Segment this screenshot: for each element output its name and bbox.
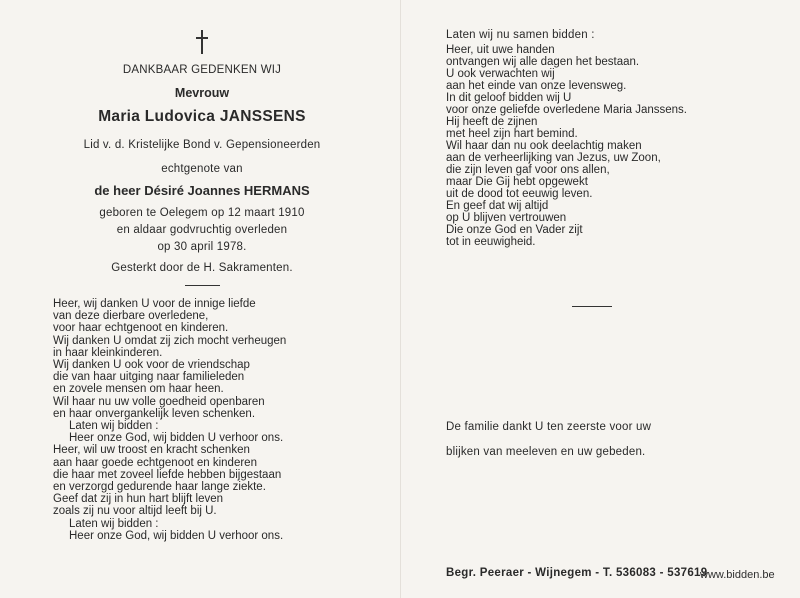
- prayer-line: die van haar uitging naar familieleden: [53, 371, 245, 384]
- prayer-line: die haar met zoveel liefde hebben bijgestaan: [53, 468, 282, 481]
- prayer-line: Heer, wil uw troost en kracht schenken: [53, 444, 250, 457]
- prayer-line: En geef dat wij altijd: [446, 200, 549, 212]
- prayer-line: Hij heeft de zijnen: [446, 116, 538, 128]
- prayer-line: voor haar echtgenoot en kinderen.: [53, 322, 229, 335]
- printer-line: Begr. Peeraer - Wijnegem - T. 536083 - 537619: [446, 567, 708, 579]
- watermark-text: www.bidden.be: [700, 569, 775, 581]
- prayer-line: die zijn leven gaf voor ons allen,: [446, 164, 610, 176]
- right-intro: Laten wij nu samen bidden :: [446, 29, 595, 41]
- divider-left: [185, 285, 220, 286]
- prayer-line: voor onze geliefde overledene Maria Janssens.: [446, 104, 688, 116]
- header-text: DANKBAAR GEDENKEN WIJ: [122, 64, 282, 76]
- prayer-line: en verzorgd gedurende haar lange ziekte.: [53, 481, 266, 494]
- prayer-line: tot in eeuwigheid.: [446, 236, 536, 248]
- spouse-intro: echtgenote van: [161, 163, 243, 175]
- prayer-line: ontvangen wij alle dagen het bestaan.: [446, 56, 640, 68]
- prayer-line: en haar onvergankelijk leven schenken.: [53, 407, 256, 420]
- prayer-line: van deze dierbare overledene,: [53, 310, 209, 323]
- membership-line: Lid v. d. Kristelijke Bond v. Gepensioneerden: [83, 139, 321, 151]
- prayer-line: Heer, uit uwe handen: [446, 44, 555, 56]
- prayer-line: uit de dood tot eeuwig leven.: [446, 188, 593, 200]
- thanks-line-2: blijken van meeleven en uw gebeden.: [446, 446, 646, 458]
- birth-line: geboren te Oelegem op 12 maart 1910: [99, 207, 305, 219]
- spouse-name: de heer Désiré Joannes HERMANS: [94, 183, 310, 198]
- response-line: Heer onze God, wij bidden U verhoor ons.: [69, 529, 284, 542]
- prayer-line: zoals zij nu voor altijd leeft bij U.: [53, 505, 217, 518]
- thanks-line-1: De familie dankt U ten zeerste voor uw: [446, 421, 652, 433]
- prayer-line: U ook verwachten wij: [446, 68, 555, 80]
- death-date: op 30 april 1978.: [157, 241, 247, 253]
- response-intro: Laten wij bidden :: [69, 420, 159, 433]
- response-intro: Laten wij bidden :: [69, 517, 159, 530]
- prayer-line: aan haar goede echtgenoot en kinderen: [53, 456, 257, 469]
- prayer-block-right: [446, 44, 687, 248]
- prayer-line: in haar kleinkinderen.: [53, 346, 163, 359]
- prayer-line: met heel zijn hart bemind.: [446, 128, 578, 140]
- prayer-line: en zovele mensen om haar heen.: [53, 383, 224, 396]
- cross-icon: [194, 30, 210, 54]
- deceased-name: Maria Ludovica JANSSENS: [98, 108, 306, 125]
- prayer-line: maar Die Gij hebt opgewekt: [446, 176, 588, 188]
- prayer-line: aan het einde van onze levensweg.: [446, 80, 627, 92]
- sacraments-line: Gesterkt door de H. Sakramenten.: [111, 262, 293, 274]
- prayer-line: op U blijven vertrouwen: [446, 212, 567, 224]
- prayer-line: Wil haar nu uw volle goedheid openbaren: [53, 395, 265, 408]
- prayer-line: Wij danken U ook voor de vriendschap: [53, 359, 250, 372]
- prayer-line: Wil haar dan nu ook deelachtig maken: [446, 140, 642, 152]
- prayer-line: Die onze God en Vader zijt: [446, 224, 583, 236]
- prayer-line: Wij danken U omdat zij zich mocht verheugen: [53, 334, 287, 347]
- death-line: en aldaar godvruchtig overleden: [116, 224, 288, 236]
- prayer-line: aan de verheerlijking van Jezus, uw Zoon,: [446, 152, 661, 164]
- divider-right: [572, 306, 612, 307]
- prayer-line: Heer, wij danken U voor de innige liefde: [53, 298, 256, 310]
- prayer-block-1: [53, 298, 286, 542]
- prayer-line: In dit geloof bidden wij U: [446, 92, 572, 104]
- salutation: Mevrouw: [174, 86, 230, 100]
- response-line: Heer onze God, wij bidden U verhoor ons.: [69, 432, 284, 445]
- prayer-line: Geef dat zij in hun hart blijft leven: [53, 493, 224, 506]
